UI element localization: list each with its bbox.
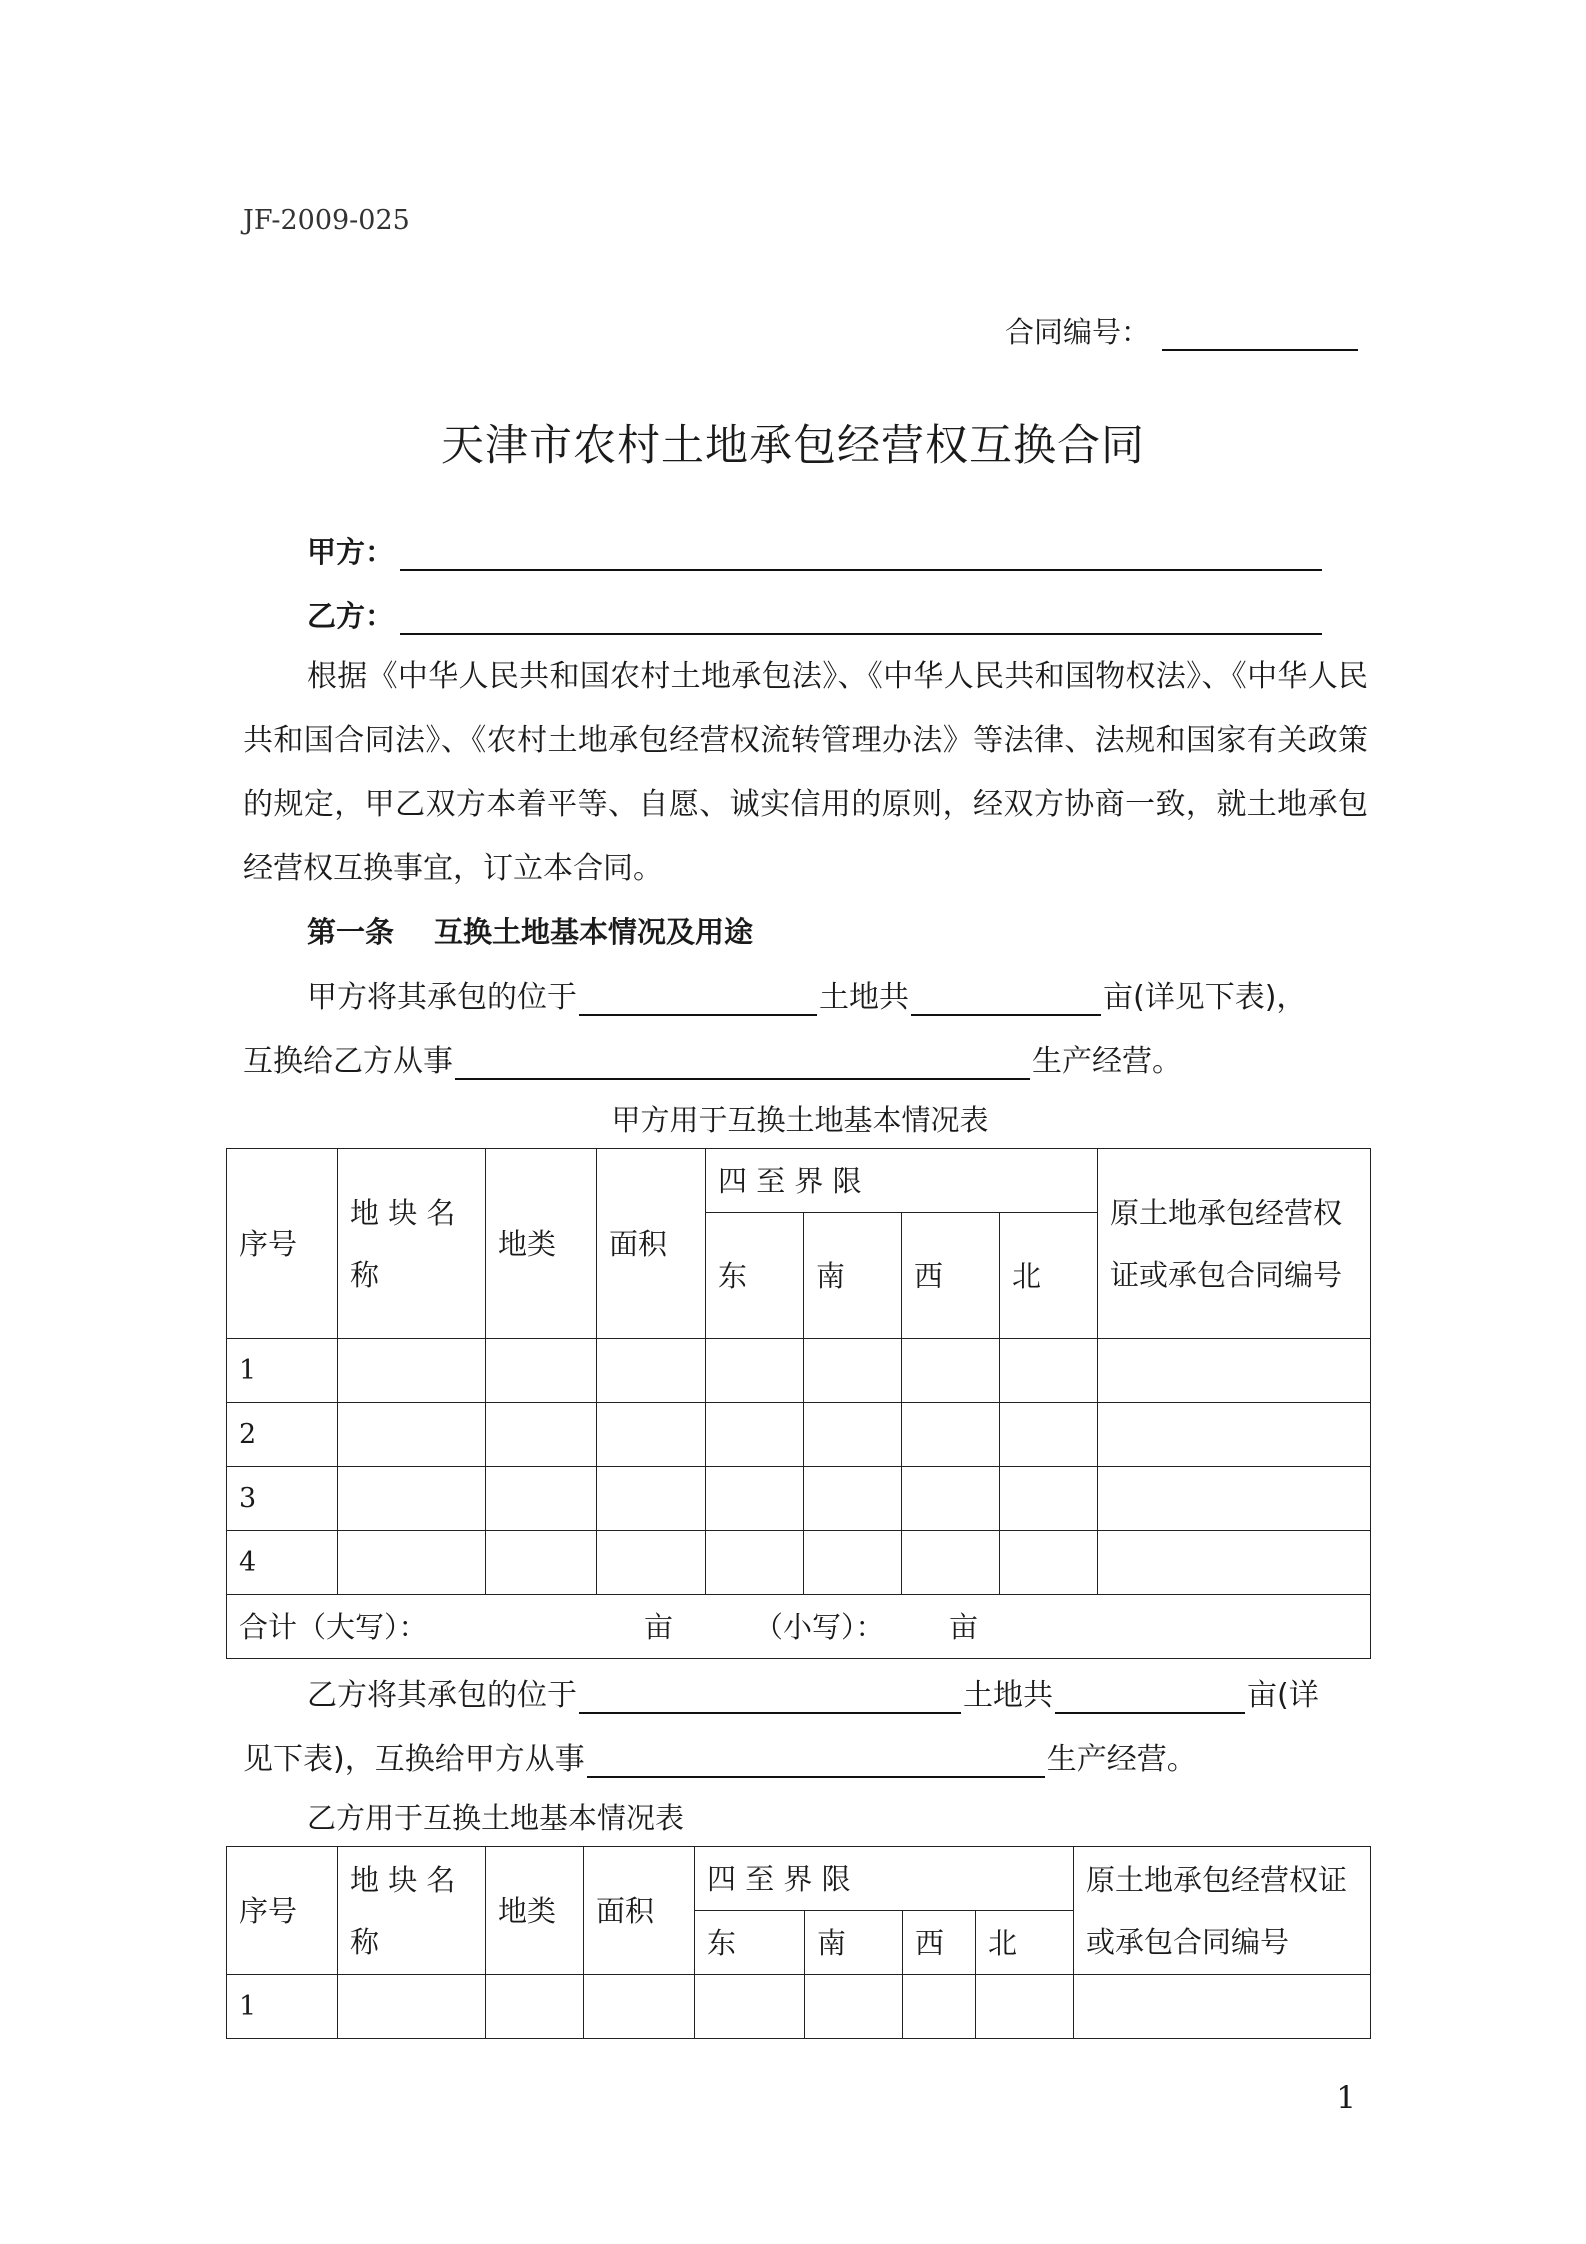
- cell[interactable]: [804, 1531, 902, 1595]
- party-b-land-text-2: 土地共: [963, 1678, 1053, 1713]
- table-row: [227, 1403, 1371, 1467]
- cell[interactable]: [486, 1531, 597, 1595]
- cell[interactable]: [486, 1975, 584, 2039]
- party-a-label: 甲方：: [307, 535, 395, 569]
- row-seq: 4: [227, 1531, 338, 1595]
- table-a-caption: 甲方用于互换土地基本情况表: [611, 1103, 989, 1137]
- header-cert: 原土地承包经营权证或承包合同编号: [1074, 1847, 1371, 1975]
- row-seq: 2: [227, 1403, 338, 1467]
- header-north: 北: [976, 1911, 1074, 1975]
- party-b-use-blank[interactable]: [587, 1748, 1045, 1778]
- total-row: [227, 1595, 1371, 1659]
- cell[interactable]: [1000, 1339, 1098, 1403]
- header-west: 西: [902, 1213, 1000, 1339]
- cell[interactable]: [1098, 1531, 1371, 1595]
- cell[interactable]: [338, 1975, 486, 2039]
- cell[interactable]: [486, 1467, 597, 1531]
- cell[interactable]: [486, 1403, 597, 1467]
- contract-number: [1005, 310, 1358, 351]
- header-west: 西: [903, 1911, 976, 1975]
- party-b-line: [307, 594, 1322, 635]
- cell[interactable]: [902, 1403, 1000, 1467]
- cell[interactable]: [804, 1339, 902, 1403]
- article-1-title: 互换土地基本情况及用途: [434, 915, 754, 949]
- cell[interactable]: [597, 1403, 706, 1467]
- cell[interactable]: [976, 1975, 1074, 2039]
- cell[interactable]: [1098, 1339, 1371, 1403]
- cell[interactable]: [1000, 1531, 1098, 1595]
- total-small-label: （小写）：: [754, 1609, 885, 1644]
- header-plot-name: 地 块 名 称: [338, 1847, 486, 1975]
- party-b-land-line: [307, 1670, 1319, 1714]
- total-label: 合计（大写）：: [239, 1609, 428, 1644]
- party-b-land-text-1: 乙方将其承包的位于: [307, 1678, 577, 1713]
- cell[interactable]: [902, 1531, 1000, 1595]
- header-land-type: 地类: [486, 1847, 584, 1975]
- cell[interactable]: [706, 1531, 804, 1595]
- party-b-use-text-2: 生产经营。: [1046, 1742, 1197, 1777]
- header-seq: 序号: [227, 1149, 338, 1339]
- header-north: 北: [1000, 1213, 1098, 1339]
- table-row: [227, 1975, 1371, 2039]
- cell[interactable]: [695, 1975, 805, 2039]
- header-boundaries: 四 至 界 限: [695, 1847, 1074, 1911]
- table-b-caption: 乙方用于互换土地基本情况表: [307, 1801, 685, 1835]
- cell[interactable]: [338, 1339, 486, 1403]
- header-cert: 原土地承包经营权证或承包合同编号: [1098, 1149, 1371, 1339]
- cell[interactable]: [584, 1975, 695, 2039]
- party-a-use-blank[interactable]: [455, 1050, 1030, 1080]
- page-number: 1: [1336, 2080, 1356, 2116]
- cell[interactable]: [805, 1975, 903, 2039]
- header-boundaries: 四 至 界 限: [706, 1149, 1098, 1213]
- row-seq: 1: [227, 1975, 338, 2039]
- header-area: 面积: [597, 1149, 706, 1339]
- cell[interactable]: [804, 1403, 902, 1467]
- party-a-line: [307, 530, 1322, 571]
- party-b-label: 乙方：: [307, 599, 395, 633]
- party-a-blank[interactable]: [400, 541, 1322, 571]
- cell[interactable]: [1074, 1975, 1371, 2039]
- party-b-land-text-3: 亩(详: [1247, 1678, 1319, 1713]
- header-area: 面积: [584, 1847, 695, 1975]
- cell[interactable]: [597, 1531, 706, 1595]
- party-b-location-blank[interactable]: [579, 1684, 961, 1714]
- cell[interactable]: [338, 1467, 486, 1531]
- cell[interactable]: [804, 1467, 902, 1531]
- header-south: 南: [804, 1213, 902, 1339]
- party-a-use-line: [243, 1036, 1182, 1080]
- party-a-land-text-3: 亩(详见下表)，: [1103, 980, 1307, 1015]
- party-a-land-line: [307, 972, 1306, 1016]
- party-b-use-text-1: 见下表)，互换给甲方从事: [243, 1742, 585, 1777]
- party-a-use-text-1: 互换给乙方从事: [243, 1044, 453, 1079]
- cell[interactable]: [902, 1339, 1000, 1403]
- total-cell[interactable]: [227, 1595, 1371, 1659]
- row-seq: 1: [227, 1339, 338, 1403]
- row-seq: 3: [227, 1467, 338, 1531]
- document-title: 天津市农村土地承包经营权互换合同: [441, 421, 1145, 471]
- contract-number-blank[interactable]: [1162, 319, 1358, 351]
- cell[interactable]: [338, 1403, 486, 1467]
- cell[interactable]: [597, 1339, 706, 1403]
- table-row: [227, 1339, 1371, 1403]
- party-a-use-text-2: 生产经营。: [1032, 1044, 1182, 1079]
- party-b-area-blank[interactable]: [1055, 1684, 1245, 1714]
- total-unit-2: 亩: [949, 1609, 979, 1644]
- header-east: 东: [695, 1911, 805, 1975]
- cell[interactable]: [903, 1975, 976, 2039]
- party-a-area-blank[interactable]: [911, 986, 1101, 1016]
- cell[interactable]: [1098, 1467, 1371, 1531]
- cell[interactable]: [486, 1339, 597, 1403]
- cell[interactable]: [1098, 1403, 1371, 1467]
- preamble: 根据《中华人民共和国农村土地承包法》、《中华人民共和国物权法》、《中华人民共和国合同法》、《农村土地承包经营权流转管理办法》等法律、法规和国家有关政策的规定，甲乙双方本着平等、自愿、诚实信用的原则，经双方协商一致，就土地承包经营权互换事宜，订立本合同。: [243, 659, 1368, 886]
- table-b: [226, 1846, 1371, 2039]
- article-1-heading: [307, 910, 753, 951]
- article-1-number: 第一条: [307, 915, 395, 949]
- party-b-blank[interactable]: [400, 605, 1322, 635]
- cell[interactable]: [1000, 1403, 1098, 1467]
- table-row: [227, 1531, 1371, 1595]
- form-code: JF-2009-025: [243, 205, 410, 236]
- table-row: [227, 1467, 1371, 1531]
- total-unit-1: 亩: [644, 1609, 674, 1644]
- cell[interactable]: [902, 1467, 1000, 1531]
- cell[interactable]: [706, 1467, 804, 1531]
- party-a-location-blank[interactable]: [579, 986, 817, 1016]
- contract-number-label: 合同编号：: [1004, 315, 1150, 349]
- cell[interactable]: [706, 1339, 804, 1403]
- cell[interactable]: [1000, 1467, 1098, 1531]
- party-a-land-text-1: 甲方将其承包的位于: [307, 980, 577, 1015]
- header-seq: 序号: [227, 1847, 338, 1975]
- header-plot-name: 地 块 名 称: [338, 1149, 486, 1339]
- header-east: 东: [706, 1213, 804, 1339]
- header-land-type: 地类: [486, 1149, 597, 1339]
- cell[interactable]: [597, 1467, 706, 1531]
- cell[interactable]: [706, 1403, 804, 1467]
- party-b-use-line: [243, 1734, 1197, 1778]
- cell[interactable]: [338, 1531, 486, 1595]
- table-a: [226, 1148, 1371, 1659]
- header-south: 南: [805, 1911, 903, 1975]
- party-a-land-text-2: 土地共: [819, 980, 909, 1015]
